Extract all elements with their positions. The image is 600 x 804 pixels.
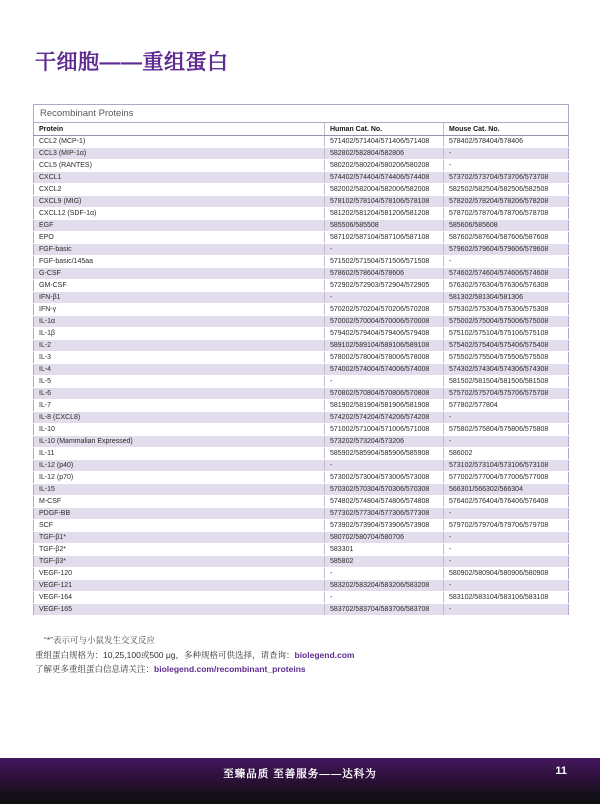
table-row [34, 484, 569, 496]
mouse-cat-no-cell: - [444, 508, 569, 520]
protein-cell: CXCL2 [34, 184, 325, 196]
human-cat-no-cell: 585902/585904/585906/585908 [325, 448, 444, 460]
protein-cell: IL-12 (p40) [34, 460, 325, 472]
column-header-human-cat-no: Human Cat. No. [325, 123, 444, 136]
column-header-protein: Protein [34, 123, 325, 136]
table-body [34, 136, 569, 616]
protein-cell: TGF-β3* [34, 556, 325, 568]
mouse-cat-no-cell: - [444, 256, 569, 268]
human-cat-no-cell: 571402/571404/571406/571408 [325, 136, 444, 148]
human-cat-no-cell: 589102/589104/589106/589108 [325, 340, 444, 352]
table-row [34, 592, 569, 604]
table-row [34, 508, 569, 520]
protein-cell: VEGF-121 [34, 580, 325, 592]
table-row [34, 364, 569, 376]
table-row [34, 436, 569, 448]
table-row [34, 556, 569, 568]
mouse-cat-no-cell: - [444, 532, 569, 544]
table-row [34, 412, 569, 424]
mouse-cat-no-cell: 579702/579704/579706/579708 [444, 520, 569, 532]
table-row [34, 580, 569, 592]
human-cat-no-cell: 573202/573204/573206 [325, 436, 444, 448]
table-title: Recombinant Proteins [34, 105, 569, 123]
footer-slogan: 至臻品质 至善服务——达科为 [223, 768, 377, 780]
table-row [34, 460, 569, 472]
table-row [34, 532, 569, 544]
protein-cell: CCL3 (MIP-1α) [34, 148, 325, 160]
protein-cell: VEGF-164 [34, 592, 325, 604]
mouse-cat-no-cell: 578402/578404/578406 [444, 136, 569, 148]
mouse-cat-no-cell: 577002/577004/577006/577008 [444, 472, 569, 484]
mouse-cat-no-cell: 573102/573104/573106/573108 [444, 460, 569, 472]
human-cat-no-cell: 581202/581204/581206/581208 [325, 208, 444, 220]
mouse-cat-no-cell: 566301/566302/566304 [444, 484, 569, 496]
table-row [34, 424, 569, 436]
mouse-cat-no-cell: - [444, 148, 569, 160]
table-title-row [34, 105, 569, 123]
human-cat-no-cell: - [325, 292, 444, 304]
page-title: 干细胞——重组蛋白 [35, 51, 229, 74]
table-row [34, 232, 569, 244]
table-row [34, 208, 569, 220]
human-cat-no-cell: 578102/578104/578106/578108 [325, 196, 444, 208]
table-row [34, 604, 569, 616]
mouse-cat-no-cell: - [444, 436, 569, 448]
table-row [34, 172, 569, 184]
table-row [34, 316, 569, 328]
human-cat-no-cell: 570002/570004/570006/570008 [325, 316, 444, 328]
human-cat-no-cell: 587102/587104/587106/587108 [325, 232, 444, 244]
biolegend-link[interactable]: biolegend.com [294, 649, 355, 660]
table-row [34, 376, 569, 388]
human-cat-no-cell: 583702/583704/583706/583708 [325, 604, 444, 616]
protein-cell: CXCL1 [34, 172, 325, 184]
protein-cell: IL-2 [34, 340, 325, 352]
footer-page-number: 11 [555, 765, 567, 777]
table-row [34, 544, 569, 556]
human-cat-no-cell: 582002/582004/582006/582008 [325, 184, 444, 196]
table-row [34, 280, 569, 292]
mouse-cat-no-cell: 579602/579604/579606/579608 [444, 244, 569, 256]
footnote-more-info-text: 了解更多重组蛋白信息请关注： [35, 664, 155, 674]
protein-cell: IL-1α [34, 316, 325, 328]
mouse-cat-no-cell: 576302/576304/576306/576308 [444, 280, 569, 292]
protein-cell: TGF-β2* [34, 544, 325, 556]
protein-cell: FGF-basic/145aa [34, 256, 325, 268]
protein-cell: IL-15 [34, 484, 325, 496]
mouse-cat-no-cell: 587602/587604/587606/587608 [444, 232, 569, 244]
protein-cell: VEGF-120 [34, 568, 325, 580]
table-row [34, 520, 569, 532]
table-row [34, 352, 569, 364]
protein-cell: IL-11 [34, 448, 325, 460]
human-cat-no-cell: 570302/570304/570306/570308 [325, 484, 444, 496]
protein-cell: IL-10 (Mammalian Expressed) [34, 436, 325, 448]
table-row [34, 256, 569, 268]
human-cat-no-cell: 571502/571504/571506/571508 [325, 256, 444, 268]
human-cat-no-cell: 574002/574004/574006/574008 [325, 364, 444, 376]
protein-cell: PDGF-BB [34, 508, 325, 520]
mouse-cat-no-cell: 577802/577804 [444, 400, 569, 412]
protein-cell: IL-3 [34, 352, 325, 364]
human-cat-no-cell: 570802/570804/570806/570808 [325, 388, 444, 400]
mouse-cat-no-cell: - [444, 412, 569, 424]
protein-cell: IL-6 [34, 388, 325, 400]
protein-cell: GM-CSF [34, 280, 325, 292]
table-row [34, 148, 569, 160]
human-cat-no-cell: 583202/583204/583206/583208 [325, 580, 444, 592]
human-cat-no-cell: 580702/580704/580706 [325, 532, 444, 544]
mouse-cat-no-cell: 583102/583104/583106/583108 [444, 592, 569, 604]
mouse-cat-no-cell: 575102/575104/575106/575108 [444, 328, 569, 340]
human-cat-no-cell: 585802 [325, 556, 444, 568]
mouse-cat-no-cell: - [444, 544, 569, 556]
page-footer [0, 758, 600, 804]
mouse-cat-no-cell: 575802/575804/575806/575808 [444, 424, 569, 436]
mouse-cat-no-cell: - [444, 604, 569, 616]
mouse-cat-no-cell: 574302/574304/574306/574308 [444, 364, 569, 376]
table-row [34, 400, 569, 412]
protein-cell: IL-7 [34, 400, 325, 412]
human-cat-no-cell: 573902/573904/573906/573908 [325, 520, 444, 532]
table-row [34, 328, 569, 340]
table-row [34, 448, 569, 460]
human-cat-no-cell: 585506/585508 [325, 220, 444, 232]
human-cat-no-cell: 578602/578604/578606 [325, 268, 444, 280]
protein-cell: CXCL12 (SDF-1α) [34, 208, 325, 220]
human-cat-no-cell: 582802/582804/582806 [325, 148, 444, 160]
protein-cell: VEGF-165 [34, 604, 325, 616]
human-cat-no-cell: 577302/577304/577306/577308 [325, 508, 444, 520]
protein-cell: IFN-γ [34, 304, 325, 316]
table-row [34, 136, 569, 148]
human-cat-no-cell: 579402/579404/579406/579408 [325, 328, 444, 340]
protein-cell: IFN-β1 [34, 292, 325, 304]
footnotes [35, 633, 555, 677]
protein-cell: IL-10 [34, 424, 325, 436]
mouse-cat-no-cell: 574602/574604/574606/574608 [444, 268, 569, 280]
protein-cell: M-CSF [34, 496, 325, 508]
footnote-more-info [35, 662, 555, 677]
human-cat-no-cell: - [325, 568, 444, 580]
table-row [34, 196, 569, 208]
mouse-cat-no-cell: 575302/575304/575306/575308 [444, 304, 569, 316]
table-row [34, 220, 569, 232]
mouse-cat-no-cell: 585606/585608 [444, 220, 569, 232]
human-cat-no-cell: 572902/572903/572904/572905 [325, 280, 444, 292]
protein-cell: TGF-β1* [34, 532, 325, 544]
mouse-cat-no-cell: 575002/575004/575006/575008 [444, 316, 569, 328]
table-row [34, 388, 569, 400]
footnote-sizes [35, 648, 555, 663]
mouse-cat-no-cell: 575502/575504/575506/575508 [444, 352, 569, 364]
table-row [34, 496, 569, 508]
protein-cell: CCL2 (MCP-1) [34, 136, 325, 148]
mouse-cat-no-cell: 576402/576404/576406/576408 [444, 496, 569, 508]
mouse-cat-no-cell: 573702/573704/573706/573708 [444, 172, 569, 184]
human-cat-no-cell: - [325, 460, 444, 472]
protein-cell: IL-12 (p70) [34, 472, 325, 484]
protein-cell: G-CSF [34, 268, 325, 280]
table-row [34, 244, 569, 256]
mouse-cat-no-cell: 581302/581304/581306 [444, 292, 569, 304]
human-cat-no-cell: 583301 [325, 544, 444, 556]
human-cat-no-cell: - [325, 244, 444, 256]
human-cat-no-cell: 570202/570204/570206/570208 [325, 304, 444, 316]
human-cat-no-cell: 578002/578004/578006/578008 [325, 352, 444, 364]
protein-cell: IL-8 (CXCL8) [34, 412, 325, 424]
table-row [34, 160, 569, 172]
protein-cell: CXCL9 (MIG) [34, 196, 325, 208]
mouse-cat-no-cell: - [444, 580, 569, 592]
mouse-cat-no-cell: 581502/581504/581506/581508 [444, 376, 569, 388]
footnote-cross-reactivity: “*”表示可与小鼠发生交叉反应 [44, 635, 155, 645]
table-column-header-row [34, 123, 569, 136]
mouse-cat-no-cell: 575402/575404/575406/575408 [444, 340, 569, 352]
table-row [34, 304, 569, 316]
mouse-cat-no-cell: 578702/578704/578706/578708 [444, 208, 569, 220]
mouse-cat-no-cell: - [444, 556, 569, 568]
human-cat-no-cell: 574402/574404/574406/574408 [325, 172, 444, 184]
human-cat-no-cell: 581902/581904/581906/581908 [325, 400, 444, 412]
recombinant-proteins-table [33, 104, 569, 616]
human-cat-no-cell: 574802/574804/574806/574808 [325, 496, 444, 508]
column-header-mouse-cat-no: Mouse Cat. No. [444, 123, 569, 136]
mouse-cat-no-cell: - [444, 160, 569, 172]
human-cat-no-cell: - [325, 376, 444, 388]
table-row [34, 292, 569, 304]
human-cat-no-cell: 573002/573004/573006/573008 [325, 472, 444, 484]
protein-cell: IL-1β [34, 328, 325, 340]
protein-cell: IL-4 [34, 364, 325, 376]
protein-cell: SCF [34, 520, 325, 532]
mouse-cat-no-cell: 580902/580904/580906/580908 [444, 568, 569, 580]
recombinant-proteins-link[interactable]: biolegend.com/recombinant_proteins [154, 664, 306, 674]
mouse-cat-no-cell: 586002 [444, 448, 569, 460]
protein-cell: EGF [34, 220, 325, 232]
table-row [34, 340, 569, 352]
table-row [34, 268, 569, 280]
protein-cell: IL-5 [34, 376, 325, 388]
protein-cell: EPO [34, 232, 325, 244]
table-row [34, 472, 569, 484]
footnote-sizes-text: 重组蛋白规格为：10,25,100或500 μg，多种规格可供选择，请查询： [35, 649, 295, 660]
table-row [34, 568, 569, 580]
mouse-cat-no-cell: 575702/575704/575706/575708 [444, 388, 569, 400]
human-cat-no-cell: 571002/571004/571006/571008 [325, 424, 444, 436]
mouse-cat-no-cell: 578202/578204/578206/578208 [444, 196, 569, 208]
protein-cell: FGF-basic [34, 244, 325, 256]
table-row [34, 184, 569, 196]
human-cat-no-cell: 580202/580204/580206/580208 [325, 160, 444, 172]
human-cat-no-cell: 574202/574204/574206/574208 [325, 412, 444, 424]
mouse-cat-no-cell: 582502/582504/582506/582508 [444, 184, 569, 196]
human-cat-no-cell: - [325, 592, 444, 604]
protein-cell: CCL5 (RANTES) [34, 160, 325, 172]
